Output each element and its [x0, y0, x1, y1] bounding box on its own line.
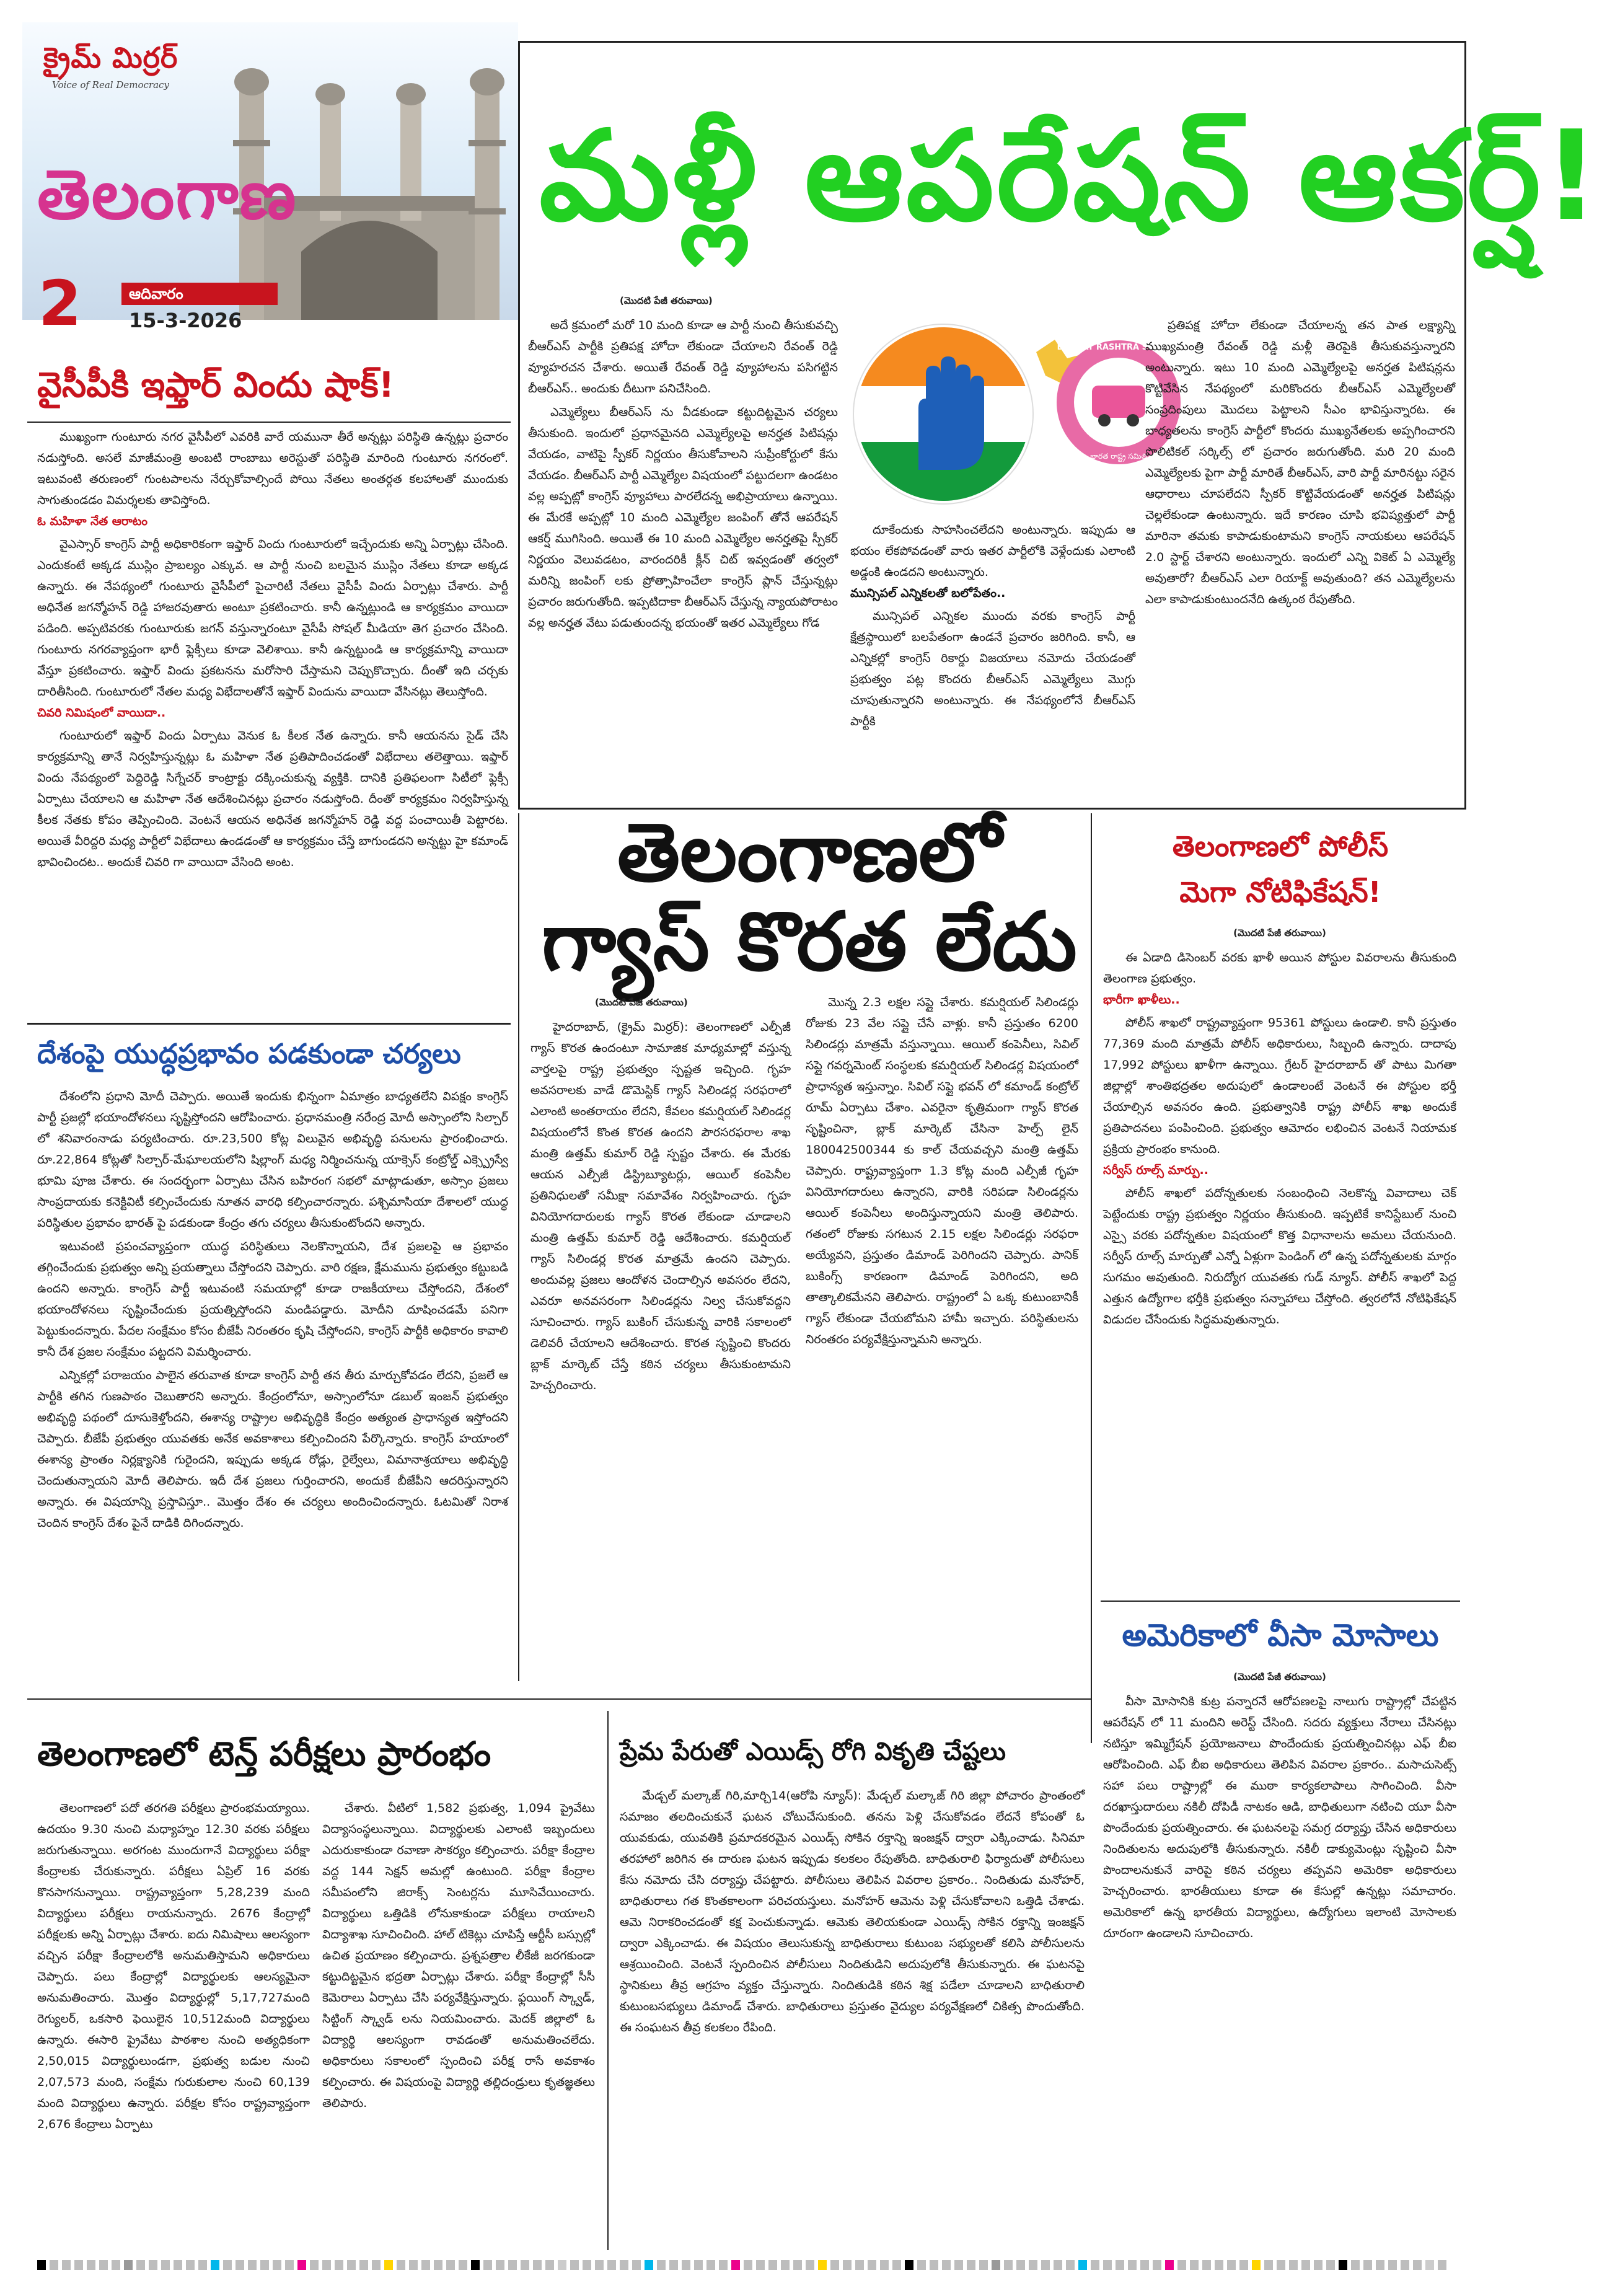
registration-block [1339, 2260, 1347, 2270]
registration-block [1425, 2260, 1434, 2270]
registration-block [719, 2260, 728, 2270]
story-paragraph: చేశారు. వీటిలో 1,582 ప్రభుత్వ, 1,094 ప్రైవేటు విద్యాసంస్థలున్నాయి. విద్యార్థులకు ఎలాంటి ఇబ్బందులు ఎదురుకాకుండా రవాణా సౌకర్యం కల్పించారు. పరీక్షా కేంద్రాల వద్ద 144 సెక్షన్ అమల్లో ఉంటుంది. పరీక్షా కేంద్రాల సమీపంలోని జిరాక్స్ సెంటర్లను మూసివేయించారు. విద్యార్థులు ఒత్తిడికి లోనుకాకుండా పరీక్షలు రాయాలని విద్యాశాఖ సూచించింది. హాల్ టికెట్లు చూపిస్తే ఆర్టీసీ బస్సుల్లో ఉచిత ప్రయాణం కల్పించారు. ప్రశ్నపత్రాల లీకేజీ జరగకుండా కట్టుదిట్టమైన భద్రతా ఏర్పాట్లు చేశారు. పరీక్షా కేంద్రాల్లో సీసీ కెమెరాలు ఏర్పాటు చేసి పర్యవేక్షిస్తున్నారు. ఫ్లయింగ్ స్క్వాడ్, సిట్టింగ్ స్క్వాడ్ లను నియమించారు. మెదక్ జిల్లాలో ఓ విద్యార్థి ఆలస్యంగా రావడంతో అనుమతించలేదు. అధికారులు సకాలంలో స్పందించి పరీక్ష రాసే అవకాశం కల్పించారు. ఈ విషయంపై విద్యార్థి తల్లిదండ్రులు కృతజ్ఞతలు తెలిపారు. [322, 1801, 595, 2110]
lead-paragraph: ఎమ్మెల్యేలు బీఆర్ఎస్ ను వీడకుండా కట్టుదిట్టమైన చర్యలు తీసుకుంది. ఇందులో ప్రధానమైనది ఎమ్మెల్యేలపై అనర్హత పిటిషన్లు వేయడం, వాటిపై స్పీకర్ నిర్ణయం తీసుకోవాలని సుప్రీంకోర్టులో కేసు వేయడం. బీఆర్ఎస్ పార్టీ ఎమ్మెల్యేల విషయంలో పట్టుదలగా ఉండటం వల్ల అప్పట్లో కాంగ్రెస్ వ్యూహాలు పారలేదన్న అభిప్రాయాలు ఉన్నాయి. ఈ మేరకే అప్పట్లో 10 మంది ఎమ్మెల్యేల జంపింగ్ తోనే ఆపరేషన్ ఆకర్ష్ ముగిసింది. అయితే ఈ 10 మంది ఎమ్మెల్యేల అనర్హతపై స్పీకర్ నిర్ణయం వెలువడటం, వారందరికీ క్లీన్ చిట్ ఇవ్వడంతో తర్వలో మరిన్ని జంపింగ్ లకు ప్రోత్సాహించేలా కాంగ్రెస్ ప్లాన్ చేస్తున్నట్లు ప్రచారం జరుగుతోంది. ఇప్పటిదాకా బీఆర్ఎస్ చేస్తున్న న్యాయపోరాటం వల్ల అనర్హత వేటు పడుతుందన్న భయంతో ఇతర ఎమ్మెల్యేలు గోడ [528, 405, 838, 630]
registration-block [781, 2260, 790, 2270]
registration-block [483, 2260, 492, 2270]
police-story [1103, 947, 1456, 1623]
gas-credit: (మొదటి పేజీ తరువాయి) [595, 997, 688, 1008]
registration-block [446, 2260, 455, 2270]
brand-tagline: Voice of Real Democracy [52, 79, 169, 91]
registration-block [1165, 2260, 1174, 2270]
registration-block [930, 2260, 938, 2270]
registration-block [1227, 2260, 1236, 2270]
registration-block [657, 2260, 666, 2270]
registration-block [1041, 2260, 1050, 2270]
registration-block [905, 2260, 913, 2270]
registration-block [87, 2260, 95, 2270]
registration-block [1289, 2260, 1298, 2270]
registration-block [310, 2260, 319, 2270]
registration-block [892, 2260, 901, 2270]
story-paragraph: తెలంగాణలో పదో తరగతి పరీక్షలు ప్రారంభమయ్యాయి. ఉదయం 9.30 నుంచి మధ్యాహ్నం 12.30 వరకు పరీక్షలు జరుగుతున్నాయి. అరగంట ముందుగానే విద్యార్థులు పరీక్షా కేంద్రాలకు చేరుకున్నారు. పరీక్షలు ఏప్రిల్ 16 వరకు కొనసాగనున్నాయి. రాష్ట్రవ్యాప్తంగా 5,28,239 మంది విద్యార్థులు పరీక్షలు రాయనున్నారు. 2676 కేంద్రాల్లో పరీక్షలకు అన్ని ఏర్పాట్లు చేశారు. ఐదు నిమిషాలు ఆలస్యంగా వచ్చిన పరీక్షా కేంద్రాలలోకి అనుమతిస్తామని అధికారులు చెప్పారు. పలు కేంద్రాల్లో విద్యార్థులకు ఆలస్యమైనా అనుమతించారు. మొత్తం విద్యార్థుల్లో 5,17,727మంది రెగ్యులర్, ఒకసారి ఫెయిలైన 10,512మంది విద్యార్థులు ఉన్నారు. ఈసారి ప్రైవేటు పాఠశాల నుంచి అత్యధికంగా 2,50,015 విద్యార్థులుండగా, ప్రభుత్వ బడుల నుంచి 2,07,573 మంది, సంక్షేమ గురుకులాల నుంచి 60,139 మంది విద్యార్థులు ఉన్నారు. పరీక్షల కోసం రాష్ట్రవ్యాప్తంగా 2,676 కేంద్రాలు ఏర్పాటు [37, 1801, 310, 2131]
visa-headline: అమెరికాలో వీసా మోసాలు [1122, 1617, 1439, 1653]
story-paragraph: వైఎస్సార్ కాంగ్రెస్ పార్టీ అధికారికంగా ఇఫ్తార్ విందు గుంటూరులో ఇచ్చేందుకు అన్ని ఏర్పాట్లు చేసింది. ఎందుకంటే అక్కడ ముస్లిం ప్రాబల్యం ఎక్కువ. ఆ పార్టీ నుంచి బలమైన ముస్లిం నేతలు కూడా అక్కడ ఉన్నారు. ఈ నేపథ్యంలో గుంటూరు వైసీపీలో పైచారిటీ నేతలు వైసీపీ విందు ఏర్పాట్లు చేశారు. పార్టీ అధినేత జగన్మోహన్ రెడ్డి హాజరవుతారు అంటూ ప్రకటించారు. కానీ ఉన్నట్లుండి ఆ కార్యక్రమం వాయిదా పడింది. అప్పటివరకు గుంటూరుకు జగన్ వస్తున్నారంటూ వైసీపీ సోషల్ మీడియా తెగ ప్రచారం చేసింది. గుంటూరు నగరవ్యాప్తంగా భారీ ఫ్లెక్సీలు కూడా వెలిశాయి. కానీ ఉన్నట్టుండి ఆ కార్యక్రమాన్ని వాయిదా వేస్తూ ప్రకటించారు. ఇఫ్తార్ విందు ప్రకటనను మరోసారి చేస్తామని చెప్పుకొచ్చారు. దీంతో ఇది చర్చకు దారితీసింది. గుంటూరులో నేతల మధ్య విభేదాలతోనే ఇఫ్తార్ విందును వాయిదా వేసినట్లు తెలుస్తోంది. [37, 537, 508, 699]
registration-block [198, 2260, 207, 2270]
registration-block [1128, 2260, 1137, 2270]
registration-block [136, 2260, 145, 2270]
registration-block [459, 2260, 467, 2270]
brs-logo-subtext: భారత రాష్ట్ర సమితి [1090, 452, 1147, 461]
brs-logo-text: BHARAT RASHTRA SAMITHI [1057, 343, 1181, 352]
gas-column-1 [530, 1017, 791, 1667]
registration-block [954, 2260, 963, 2270]
exams-column-2 [322, 1798, 595, 2250]
registration-block [967, 2260, 975, 2270]
divider [27, 1698, 1091, 1700]
registration-block [645, 2260, 653, 2270]
registration-block [285, 2260, 294, 2270]
section-title: తెలంగాణ [37, 155, 297, 234]
registration-block [818, 2260, 827, 2270]
registration-block [1140, 2260, 1149, 2270]
registration-block [768, 2260, 777, 2270]
registration-block [855, 2260, 864, 2270]
registration-block [335, 2260, 343, 2270]
story-paragraph: ఈ ఏడాది డిసెంబర్ వరకు ఖాళీ అయిన పోస్టుల వివరాలను తీసుకుంది తెలంగాణ ప్రభుత్వం. [1103, 951, 1456, 986]
registration-block [223, 2260, 232, 2270]
story-subheading: భారీగా ఖాళీలు.. [1103, 993, 1180, 1007]
registration-block [992, 2260, 1000, 2270]
registration-block [1078, 2260, 1087, 2270]
story-paragraph: మేడ్చల్ మల్కాజ్ గిరి,మార్చి14(ఆరోపి న్యూస్): మేడ్చల్ మల్కాజ్ గిరి జిల్లా పోచారం ప్రాంతంలో సమాజం తలదించుకునే ఘటన చోటుచేసుకుంది. తనను పెళ్లి చేసుకోవడం లేదనే కోపంతో ఓ యువకుడు, యువతికి ప్రమాదకరమైన ఎయిడ్స్ సోకిన రక్తాన్ని ఇంజక్షన్ ద్వారా ఎక్కించాడు. సినిమా తరహాలో జరిగిన ఈ దారుణ ఘటన ఇప్పుడు కలకలం రేపుతోంది. బాధితురాలి ఫిర్యాదుతో పోలీసులు కేసు నమోదు చేసి దర్యాప్తు చేపట్టారు. పోలీసులు తెలిపిన వివరాల ప్రకారం.. నిందితుడు మనోహర్, బాధితురాలు గత కొంతకాలంగా పరిచయస్తులు. మనోహర్ ఆమెను పెళ్లి చేసుకోవాలని ఒత్తిడి చేశాడు. ఆమె నిరాకరించడంతో కక్ష పెంచుకున్నాడు. ఆమెకు తెలియకుండా ఎయిడ్స్ సోకిన రక్తాన్ని ఇంజక్షన్ ద్వారా ఎక్కించాడు. ఈ విషయం తెలుసుకున్న బాధితురాలు కుటుంబ సభ్యులతో కలిసి పోలీసులను ఆశ్రయించింది. వెంటనే స్పందించిన పోలీసులు నిందితుడిని అదుపులోకి తీసుకున్నారు. ఈ ఘటనపై స్థానికులు తీవ్ర ఆగ్రహం వ్యక్తం చేస్తున్నారు. నిందితుడికి కఠిన శిక్ష పడేలా చూడాలని బాధితురాలి కుటుంబసభ్యులు డిమాండ్ చేశారు. బాధితురాలు ప్రస్తుతం వైద్యుల పర్యవేక్షణలో చికిత్స పొందుతోంది. ఈ సంఘటన తీవ్ర కలకలం రేపింది. [620, 1789, 1085, 2034]
column-rule [518, 813, 519, 1681]
registration-block [793, 2260, 802, 2270]
exams-column-1 [37, 1798, 310, 2250]
story-paragraph: మొన్న 2.3 లక్షల సప్లై చేశారు. కమర్షియల్ సిలిండర్లు రోజుకు 23 వేల సప్లై చేసే వాళ్లు. కానీ ప్రస్తుతం 6200 సిలిండర్లు మాత్రమే వస్తున్నాయి. ఆయిల్ కంపెనీలు, సివిల్ సప్లై గవర్నమెంట్ సంస్థలకు కమర్షియల్ సిలిండర్ల విషయంలో ప్రాధాన్యత ఇస్తున్నాం. సివిల్ సప్లై భవన్ లో కమాండ్ కంట్రోల్ రూమ్ ఏర్పాటు చేశాం. ఎవరైనా కృత్రిమంగా గ్యాస్ కొరత సృష్టించినా, బ్లాక్ మార్కెట్ చేసినా హెల్ప్ లైన్ 180042500344 కు కాల్ చేయవచ్చని మంత్రి ఉత్తమ్ చెప్పారు. రాష్ట్రవ్యాప్తంగా 1.3 కోట్ల మంది ఎల్పీజీ గృహ వినియోగదారులు ఉన్నారని, వారికి సరిపడా సిలిండర్లను ఆయిల్ కంపెనీలు అందిస్తున్నాయని మంత్రి తెలిపారు. గతంలో రోజుకు సగటున 2.15 లక్షల సిలిండర్లు సరఫరా అయ్యేవని, ప్రస్తుతం డిమాండ్ పెరిగిందని చెప్పారు. పానిక్ బుకింగ్స్ కారణంగా డిమాండ్ పెరిగిందని, అది తాత్కాలికమేనని తెలిపారు. రాష్ట్రంలో ఏ ఒక్క కుటుంబానికీ గ్యాస్ లేకుండా చేయబోమని హామీ ఇచ్చారు. పరిస్థితులను నిరంతరం పర్యవేక్షిస్తున్నామని అన్నారు. [806, 996, 1078, 1346]
exams-headline: తెలంగాణలో టెన్త్ పరీక్షలు ప్రారంభం [37, 1734, 491, 1773]
registration-block [545, 2260, 554, 2270]
car-icon [1092, 386, 1145, 418]
registration-block [508, 2260, 517, 2270]
aids-story [620, 1785, 1085, 2250]
registration-block [211, 2260, 219, 2270]
registration-block [347, 2260, 356, 2270]
lead-column-2 [850, 519, 1135, 805]
registration-block [521, 2260, 529, 2270]
registration-block [744, 2260, 752, 2270]
registration-block [260, 2260, 269, 2270]
gas-column-2 [806, 992, 1078, 1667]
brand-logo-text: క్రైమ్ మిర్రర్ [43, 41, 178, 74]
registration-block [880, 2260, 889, 2270]
registration-block [99, 2260, 108, 2270]
registration-block [620, 2260, 628, 2270]
lead-paragraph: ప్రతిపక్ష హోదా లేకుండా చేయాలన్న తన పాత లక్ష్యాన్ని ముఖ్యమంత్రి రేవంత్ రెడ్డి మళ్లీ తెరపైకి తీసుకువస్తున్నారని అంటున్నారు. ఇటు 10 మంది ఎమ్మెల్యేలపై అనర్హత పిటిషన్లను కొట్టివేసిన నేపథ్యంలో మరికొందరు బీఆర్ఎస్ ఎమ్మెల్యేలతో సంప్రదింపులు మొదలు పెట్టాలని సీఎం భావిస్తున్నారట. ఈ బాధ్యతలను కాంగ్రెస్ పార్టీలో కొందరు ముఖ్యనేతలకు అప్పగించారని పొలిటికల్ సర్కిల్స్ లో ప్రచారం జరుగుతోంది. మరి 20 మంది ఎమ్మెల్యేలకు పైగా పార్టీ మారితే బీఆర్ఎస్, వారి పార్టీ మారినట్టు సరైన ఆధారాలు చూపలేదని స్పీకర్ కొట్టివేయడంతో అనర్హత పిటిషన్లు చెల్లలేకుండా ఉంటున్నారు. ఇదే కారణం చూపి భవిష్యత్తులో పార్టీ మారినా తమకు కాపాడుకుంటామని కాంగ్రెస్ నాయకులు ఆపరేషన్ 2.0 స్టార్ట్ చేశారని అంటున్నారు. ఇందులో ఎన్ని వికెట్ ఏ ఎమ్మెల్యే అవుతారో? బీఆర్ఎస్ ఎలా రియాక్ట్ అవుతుంది? తన ఎమ్మెల్యేలను ఎలా కాపాడుకుంటుందనేది ఉత్కంఠ రేపుతోంది. [1145, 319, 1455, 606]
registration-block [1301, 2260, 1310, 2270]
registration-block [273, 2260, 281, 2270]
story-paragraph: పోలీస్ శాఖలో రాష్ట్రవ్యాప్తంగా 95361 పోస్టులు ఉండాలి. కానీ ప్రస్తుతం 77,369 మంది మాత్రమే పోలీస్ అధికారులు, సిబ్బంది ఉన్నారు. దాదాపు 17,992 పోస్టులు ఖాళీగా ఉన్నాయి. గ్రేటర్ హైదరాబాద్ తో పాటు మిగతా జిల్లాల్లో శాంతిభద్రతల అదుపులో ఉండాలంటే వెంటనే ఈ పోస్టుల భర్తీ చేయాల్సిన అవసరం ఉంది. ప్రభుత్వానికి రాష్ట్ర పోలీస్ శాఖ అందుకే ప్రతిపాదనలు పంపించింది. ప్రభుత్వం ఆమోదం లభించిన వెంటనే నియామక ప్రక్రియ ప్రారంభం కానుంది. [1103, 1016, 1456, 1156]
registration-block [112, 2260, 120, 2270]
registration-block [632, 2260, 641, 2270]
registration-block [124, 2260, 133, 2270]
registration-block [1177, 2260, 1186, 2270]
registration-block [843, 2260, 852, 2270]
registration-block [384, 2260, 393, 2270]
story-paragraph: ముఖ్యంగా గుంటూరు నగర వైసీపీలో ఎవరికి వారే యమునా తీరే అన్నట్లు పరిస్థితి ఉన్నట్లు ప్రచారం నడుస్తోంది. అసలే మాజీమంత్రి అంబటి రాంబాబు అరెస్టుతో పరిస్థితి మారింది గుంటూరు నగరంలో. ఇటువంటి తరుణంలో గుంటపాలను నేర్చుకోవాల్సిందే పోయి నేతలు అంతర్గత కలహాలతో ముందుకు సాగుతుండడం విమర్శలకు తావిస్తోంది. [37, 430, 508, 507]
ysrcp-story [37, 426, 508, 1022]
registration-block [1239, 2260, 1248, 2270]
registration-block [756, 2260, 765, 2270]
registration-block [471, 2260, 480, 2270]
registration-block [50, 2260, 58, 2270]
registration-block [1413, 2260, 1422, 2270]
date-label: 15-3-2026 [129, 309, 242, 332]
story-paragraph: దేశంలోని ప్రధాని మోదీ చెప్పారు. అయితే ఇందుకు భిన్నంగా ఏమాత్రం బాధ్యతలేని విపక్షం కాంగ్రెస్ పార్టీ ప్రజల్లో భయాందోళనలు సృష్టిస్తోందని ఆరోపించారు. ప్రధానమంత్రి నరేంద్ర మోదీ అస్సాంలోని సిల్చార్ లో శనివారంనాడు పర్యటించారు. రూ.23,500 కోట్ల విలువైన అభివృద్ధి పనులను ప్రారంభించారు. రూ.22,864 కోట్లతో సిల్చార్-మేఘాలయలోని షిల్లాంగ్ మధ్య నిర్మించనున్న యాక్సెస్ కంట్రోల్డ్ ఎక్స్ప్రెస్వే భూమి పూజ చేశారు. ఈ సందర్భంగా ఏర్పాటు చేసిన బహిరంగ సభలో మాట్లాడుతూ, అస్సాం ప్రజలు సాంప్రదాయకు కనెక్టివిటీ కల్పించేందుకు నూతన వారధి కల్పించారన్నారు. పశ్చిమాసియా దేశాలలో యుద్ధ పరిస్థితుల ప్రభావం భారత్ పై పడకుండా కేంద్రం తగు చర్యలు తీసుకుంటోందని అన్నారు. [37, 1090, 508, 1230]
story-paragraph: వీసా మోసానికి కుట్ర పన్నారనే ఆరోపణలపై నాలుగు రాష్ట్రాల్లో చేపట్టిన ఆపరేషన్ లో 11 మందిని అరెస్ట్ చేసింది. సదరు వ్యక్తులు నేరాలు చేసినట్లు నటిస్తూ ఇమ్మిగ్రేషన్ ప్రయోజనాలు పొందేందుకు ప్రయత్నించినట్లు ఎఫ్ బీఐ ఆరోపించింది. ఎఫ్ బీఐ అధికారులు తెలిపిన వివరాల ప్రకారం.. మసాచుసెట్స్ సహా పలు రాష్ట్రాల్లో ఈ ముఠా కార్యకలాపాలు సాగించింది. వీసా దరఖాస్తుదారులు నకిలీ దోపిడీ నాటకం ఆడి, బాధితులుగా నటించి యూ వీసా పొందేందుకు ప్రయత్నించారు. ఈ ఘటనలపై సమగ్ర దర్యాప్తు చేసిన అధికారులు నిందితులను అదుపులోకి తీసుకున్నారు. నకిలీ డాక్యుమెంట్లు సృష్టించి వీసా పొందాలనుకునే వారిపై కఠిన చర్యలు తప్పవని అమెరికా అధికారులు హెచ్చరించారు. భారతీయులు కూడా ఈ కేసుల్లో ఉన్నట్లు సమాచారం. అమెరికాలో ఉన్న భారతీయ విద్యార్థులు, ఉద్యోగులు ఇలాంటి మోసాలకు దూరంగా ఉండాలని సూచించారు. [1103, 1695, 1456, 1940]
registration-block [1351, 2260, 1360, 2270]
gas-headline-line2: గ్యాస్ కొరత లేదు [542, 894, 1077, 989]
war-headline: దేశంపై యుద్ధప్రభావం పడకుండా చర్యలు [37, 1038, 461, 1070]
registration-block [434, 2260, 442, 2270]
registration-block [1363, 2260, 1372, 2270]
registration-block [1326, 2260, 1335, 2270]
registration-block [1215, 2260, 1223, 2270]
story-paragraph: ఇటువంటి ప్రపంచవ్యాప్తంగా యుద్ధ పరిస్థితులు నెలకొన్నాయని, దేశ ప్రజలపై ఆ ప్రభావం తగ్గించేందుకు ప్రభుత్వం అన్ని ప్రయత్నాలు చేస్తోందని చెప్పారు. వారి రక్షణ, క్షేమమును ప్రభుత్వం కట్టుబడి ఉందని అన్నారు. కాంగ్రెస్ పార్టీ ఇటువంటి సమయాల్లో కూడా రాజకీయాలు చేస్తోందని, దేశంలో భయాందోళనలు సృష్టించేందుకు ప్రయత్నిస్తోందని మండిపడ్డారు. మోదీని దూషించడమే పనిగా పెట్టుకుందన్నారు. పేదల సంక్షేమం కోసం బీజేపీ నిరంతరం కృషి చేస్తోందని, కాంగ్రెస్ పార్టీకి అధికారం కావాలి కానీ దేశ ప్రజల సంక్షేమం పట్టదని విమర్శించారు. [37, 1240, 508, 1359]
registration-block [1190, 2260, 1199, 2270]
story-paragraph: గుంటూరులో ఇఫ్తార్ విందు ఏర్పాటు వెనుక ఓ కీలక నేత ఉన్నారు. కానీ ఆయనను సైడ్ చేసి కార్యక్రమాన్ని తానే నిర్వహిస్తున్నట్లు ఓ మహిళా నేత ప్రతిపాదించడంతో విభేదాలు తలెత్తాయి. ఇఫ్తార్ విందు నేపథ్యంలో పెద్దిరెడ్డి సిగ్నేచర్ కాంట్రాక్టు దక్కించుకున్న వ్యక్తికి. దానికి ప్రతిఫలంగా సిటీలో ఫ్లెక్సీ ఏర్పాటు చేయాలని ఆ మహిళా నేత ఆదేశించినట్లు ప్రచారం నడుస్తోంది. దీంతో కార్యక్రమం నిర్వహిస్తున్న కీలక నేతకు కోపం తెప్పించింది. వెంటనే ఆయన అధినేత జగన్మోహన్ రెడ్డి వద్ద పంచాయితీ పెట్టారట. అయితే వీరిద్దరి మధ్య పార్టీలో విభేదాలు ఉండడంతో ఆ కార్యక్రమం చేస్తే బాగుండదని అన్నట్టు హై కమాండ్ భావించిందట.. అందుకే చివరి గా వాయిదా వేసింది అంట. [37, 729, 508, 869]
gas-headline-line1: తెలంగాణలో [617, 805, 1002, 899]
registration-block [1004, 2260, 1013, 2270]
story-paragraph: ఎన్నికల్లో పరాజయం పాలైన తరువాత కూడా కాంగ్రెస్ పార్టీ తన తీరు మార్చుకోవడం లేదని, ప్రజలే ఆ పార్టీకి తగిన గుణపాఠం చెబుతారని అన్నారు. కేంద్రంలోనూ, అస్సాంలోనూ డబుల్ ఇంజన్ ప్రభుత్వం అభివృద్ధి పథంలో దూసుకెళ్తోందని, ఈశాన్య రాష్ట్రాల అభివృద్ధికి కేంద్రం అత్యంత ప్రాధాన్యత ఇస్తోందని చెప్పారు. బీజేపీ ప్రభుత్వం యువతకు అనేక అవకాశాలు కల్పించిందని పేర్కొన్నారు. కాంగ్రెస్ హయాంలో ఈశాన్య ప్రాంతం నిర్లక్ష్యానికి గురైందని, ఇప్పుడు అక్కడ రోడ్లు, రైల్వేలు, విమానాశ్రయాలు అభివృద్ధి చెందుతున్నాయని మోదీ తెలిపారు. ఇదీ దేశ ప్రజలు గుర్తించారని, అందుకే బీజేపీని ఆదరిస్తున్నారని అన్నారు. ఈ విషయాన్ని ప్రస్తావిస్తూ.. మొత్తం దేశం ఈ చర్యలు అందించిందన్నారు. ఓటమితో నిరాశ చెందిన కాంగ్రెస్ దేశం పైనే దాడికి దిగిందన్నారు. [37, 1369, 508, 1530]
story-subheading: చివరి నిమిషంలో వాయిదా.. [37, 706, 166, 720]
registration-block [297, 2260, 306, 2270]
registration-block [174, 2260, 182, 2270]
registration-block [1066, 2260, 1075, 2270]
registration-block [917, 2260, 926, 2270]
registration-block [607, 2260, 616, 2270]
registration-block [830, 2260, 839, 2270]
lead-paragraph: అదే క్రమంలో మరో 10 మంది కూడా ఆ పార్టీ నుంచి తీసుకువచ్చి బీఆర్ఎస్ పార్టీకి ప్రతిపక్ష హోదా లేకుండా చేయాలని రేవంత్ రెడ్డి వ్యూహరచన చేశారు. అయితే రేవంత్ రెడ్డి వ్యూహాలను పసిగట్టిన బీఆర్ఎస్.. అందుకు దీటుగా పనిచేసింది. [528, 319, 838, 395]
print-registration-strip [37, 2256, 1450, 2274]
registration-block [1054, 2260, 1062, 2270]
lead-column-1 [528, 315, 838, 805]
lead-paragraph: దూకేందుకు సాహసించలేదని అంటున్నారు. ఇప్పుడు ఆ భయం లేకపోవడంతో వారు ఇతర పార్టీలోకి వెళ్లేందుకు ఎలాంటి అడ్డంకి ఉండదని అంటున్నారు. [850, 523, 1135, 579]
police-headline-line2: మెగా నోటిఫికేషన్! [1179, 875, 1381, 909]
registration-block [37, 2260, 46, 2270]
registration-block [669, 2260, 678, 2270]
lead-subheading: మున్సిపల్ ఎన్నికలతో బలోపేతం.. [850, 586, 1006, 600]
registration-block [1091, 2260, 1099, 2270]
registration-block [570, 2260, 579, 2270]
registration-block [1376, 2260, 1384, 2270]
column-rule [607, 1711, 609, 2250]
registration-block [682, 2260, 690, 2270]
registration-block [1388, 2260, 1397, 2270]
registration-block [1314, 2260, 1323, 2270]
registration-block [359, 2260, 368, 2270]
aids-headline: ప్రేమ పేరుతో ఎయిడ్స్ రోగి వికృతి చేష్టలు [620, 1737, 1006, 1766]
registration-block [806, 2260, 814, 2270]
registration-block [868, 2260, 876, 2270]
registration-block [533, 2260, 542, 2270]
divider [27, 1023, 511, 1025]
registration-block [161, 2260, 170, 2270]
registration-block [731, 2260, 740, 2270]
lead-headline: మళ్లీ ఆపరేషన్ ఆకర్ష్! [539, 104, 1602, 249]
registration-block [1029, 2260, 1037, 2270]
registration-block [1103, 2260, 1112, 2270]
registration-block [583, 2260, 591, 2270]
story-subheading: సర్వీస్ రూల్స్ మార్పు.. [1103, 1163, 1208, 1177]
registration-block [149, 2260, 157, 2270]
registration-block [322, 2260, 331, 2270]
divider [1101, 1601, 1460, 1602]
registration-block [421, 2260, 430, 2270]
column-rule [1091, 813, 1092, 1743]
registration-block [1401, 2260, 1409, 2270]
page-number: 2 [38, 267, 82, 340]
registration-block [979, 2260, 988, 2270]
registration-block [409, 2260, 418, 2270]
registration-block [496, 2260, 504, 2270]
ysrcp-headline: వైసీపీకి ఇఫ్తార్ విందు షాక్! [37, 365, 395, 405]
lead-credit: (మొదటి పేజీ తరువాయి) [620, 295, 713, 306]
story-paragraph: హైదరాబాద్, (క్రైమ్ మిర్రర్): తెలంగాణలో ఎల్పీజీ గ్యాస్ కొరత ఉందంటూ సామాజిక మాధ్యమాల్లో వస్తున్న వార్తలపై రాష్ట్ర ప్రభుత్వం స్పష్టత ఇచ్చింది. గృహ అవసరాలకు వాడే డొమెస్టిక్ గ్యాస్ సిలిండర్ల సరఫరాలో ఎలాంటి అంతరాయం లేదని, కేవలం కమర్షియల్ సిలిండర్ల విషయంలోనే కొంత కొరత ఉందని పౌరసరఫరాల శాఖ మంత్రి ఉత్తమ్ కుమార్ రెడ్డి స్పష్టం చేశారు. ఈ మేరకు ఆయన ఎల్పీజీ డిస్ట్రిబ్యూటర్లు, ఆయిల్ కంపెనీల ప్రతినిధులతో సమీక్షా సమావేశం నిర్వహించారు. గృహ వినియోగదారులకు గ్యాస్ కొరత లేకుండా చూడాలని మంత్రి ఉత్తమ్ కుమార్ రెడ్డి ఆదేశించారు. కమర్షియల్ గ్యాస్ సిలిండర్ల కొరత మాత్రమే ఉందని చెప్పారు. అందువల్ల ప్రజలు ఆందోళన చెందాల్సిన అవసరం లేదని, ఎవరూ అనవసరంగా సిలిండర్లను నిల్వ చేసుకోవద్దని సూచించారు. గ్యాస్ బుకింగ్ చేసుకున్న వారికి సకాలంలో డెలివరీ చేయాలని ఆదేశించారు. కొరత సృష్టించి కొందరు బ్లాక్ మార్కెట్ చేస్తే కఠిన చర్యలు తీసుకుంటామని హెచ్చరించారు. [530, 1020, 791, 1392]
registration-block [186, 2260, 195, 2270]
registration-block [942, 2260, 951, 2270]
police-credit: (మొదటి పేజీ తరువాయి) [1233, 927, 1326, 938]
registration-block [235, 2260, 244, 2270]
visa-credit: (మొదటి పేజీ తరువాయి) [1233, 1671, 1326, 1682]
masthead [22, 22, 518, 340]
registration-block [1116, 2260, 1124, 2270]
registration-block [1438, 2260, 1446, 2270]
lead-paragraph: మున్సిపల్ ఎన్నికల ముందు వరకు కాంగ్రెస్ పార్టీ క్షేత్రస్థాయిలో బలపేతంగా ఉండనే ప్రచారం జరిగింది. కానీ, ఆ ఎన్నికల్లో కాంగ్రెస్ రికార్డు విజయాలు నమోదు చేయడంతో ప్రభుత్వం పట్ల కొందరు బీఆర్ఎస్ ఎమ్మెల్యేలు మొగ్గు చూపుతున్నారని అంటున్నారు. ఈ నేపథ్యంలోనే బీఆర్ఎస్ పార్టీకి [850, 609, 1135, 728]
registration-block [1016, 2260, 1025, 2270]
story-subheading: ఓ మహిళా నేత ఆరాటం [37, 514, 148, 528]
registration-block [372, 2260, 381, 2270]
story-paragraph: పోలీస్ శాఖలో పదోన్నతులకు సంబంధించి నెలకొన్న వివాదాలు చెక్ పెట్టేందుకు రాష్ట్ర ప్రభుత్వం నిర్ణయం తీసుకుంది. ఇప్పటికే కానిస్టేబుల్ నుంచి ఎస్సై వరకు పదోన్నతుల విషయంలో కొత్త విధానాలను అమలు చేయనుంది. సర్వీస్ రూల్స్ మార్పుతో ఎన్నో ఏళ్లుగా పెండింగ్ లో ఉన్న పదోన్నతులకు మార్గం సుగమం అవుతుంది. నిరుద్యోగ యువతకు గుడ్ న్యూస్. పోలీస్ శాఖలో పెద్ద ఎత్తున ఉద్యోగాల భర్తీకి ప్రభుత్వం సన్నాహాలు చేస్తోంది. త్వరలోనే నోటిఫికేషన్ విడుదల చేసేందుకు సిద్ధమవుతున్నారు. [1103, 1186, 1456, 1327]
lead-column-3 [1145, 315, 1455, 805]
registration-block [706, 2260, 715, 2270]
registration-block [74, 2260, 83, 2270]
divider [27, 422, 511, 423]
registration-block [1153, 2260, 1161, 2270]
registration-block [1252, 2260, 1261, 2270]
registration-block [1202, 2260, 1211, 2270]
registration-block [1264, 2260, 1273, 2270]
visa-story [1103, 1691, 1456, 2243]
registration-block [62, 2260, 71, 2270]
registration-block [558, 2260, 566, 2270]
registration-block [397, 2260, 405, 2270]
registration-block [694, 2260, 703, 2270]
day-label: ఆదివారం [121, 283, 278, 305]
police-headline-line1: తెలంగాణలో పోలీస్ [1172, 829, 1389, 863]
registration-block [1277, 2260, 1285, 2270]
registration-block [595, 2260, 604, 2270]
war-story [37, 1086, 508, 1669]
registration-block [248, 2260, 257, 2270]
